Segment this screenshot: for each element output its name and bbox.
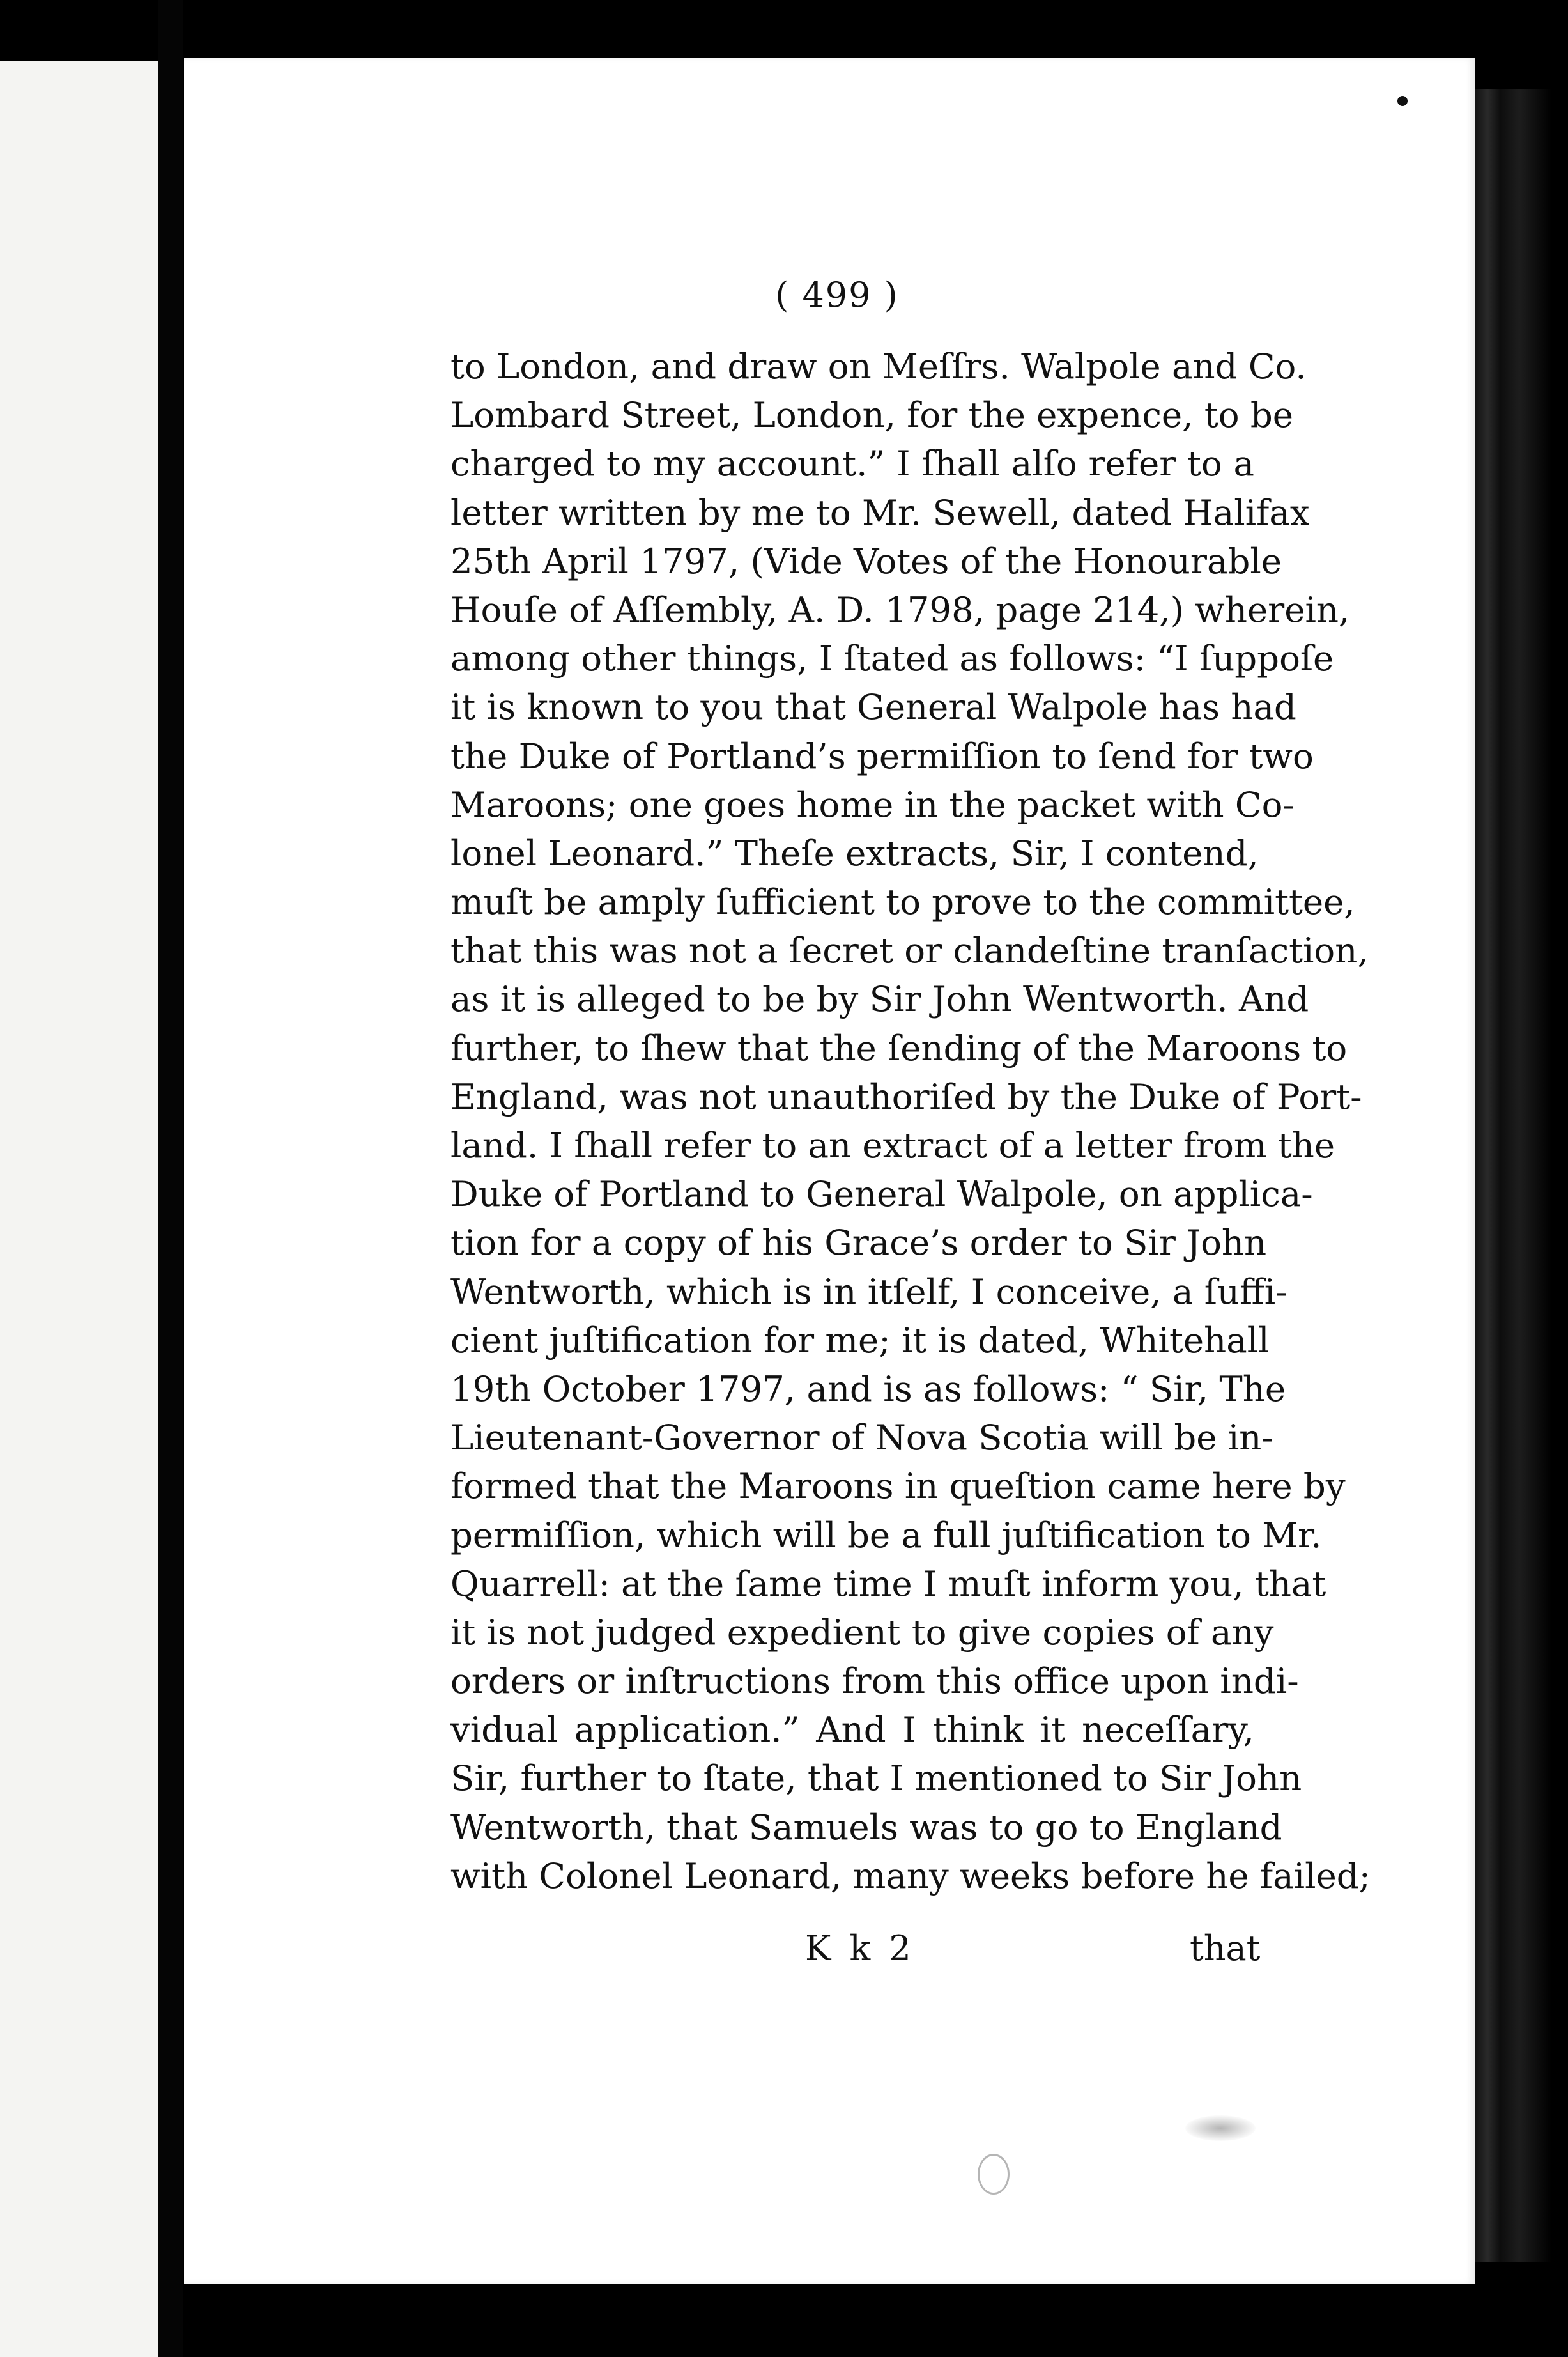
- text-line: Wentworth, that Samuels was to go to England: [450, 1806, 1282, 1848]
- page-stack-edge: [1475, 89, 1551, 2262]
- text-line: as it is alleged to be by Sir John Wentworth. And: [450, 978, 1309, 1020]
- text-line: Houſe of Aſſembly, A. D. 1798, page 214,) wherein,: [450, 589, 1350, 630]
- text-line: that this was not a ſecret or clandeſtine tranſaction,: [450, 930, 1369, 971]
- text-line: orders or inſtructions from this office upon indi-: [450, 1660, 1299, 1702]
- text-line: with Colonel Leonard, many weeks before he failed;: [450, 1855, 1371, 1896]
- text-line: 19th October 1797, and is as follows: “ Sir, The: [450, 1368, 1286, 1409]
- text-line: the Duke of Portland’s permiſſion to ſend for two: [450, 735, 1314, 777]
- text-line: formed that the Maroons in queſtion came here by: [450, 1465, 1346, 1507]
- text-line: further, to ſhew that the ſending of the Maroons to: [450, 1027, 1348, 1069]
- text-line: 25th April 1797, (Vide Votes of the Honourable: [450, 540, 1282, 582]
- ink-speck: [1397, 96, 1408, 106]
- body-text: [450, 342, 1371, 1900]
- signature-mark: K k 2: [805, 1928, 915, 1968]
- text-line: muſt be amply ſufficient to prove to the committee,: [450, 881, 1355, 923]
- text-line: letter written by me to Mr. Sewell, dated Halifax: [450, 491, 1310, 533]
- book-gutter: [158, 0, 183, 2357]
- catchword: that: [1190, 1928, 1261, 1968]
- text-line: among other things, I ſtated as follows: “I ſuppoſe: [450, 638, 1334, 679]
- text-line: vidual application.” And I think it neceſſary,: [450, 1709, 1254, 1750]
- ink-smudge: [1185, 2115, 1256, 2141]
- paper-stain: [978, 2154, 1010, 2195]
- text-line: permiſſion, which will be a full juſtification to Mr.: [450, 1514, 1322, 1556]
- text-line: Sir, further to ſtate, that I mentioned to Sir John: [450, 1758, 1302, 1799]
- text-line: Quarrell: at the ſame time I muſt inform you, that: [450, 1563, 1326, 1604]
- text-line: it is not judged expedient to give copies of any: [450, 1611, 1274, 1653]
- text-line: it is known to you that General Walpole has had: [450, 686, 1296, 728]
- text-line: Maroons; one goes home in the packet with Co-: [450, 784, 1295, 825]
- text-line: cient juſtification for me; it is dated, Whitehall: [450, 1319, 1270, 1361]
- text-line: Lombard Street, London, for the expence, to be: [450, 394, 1293, 436]
- text-line: to London, and draw on Meſſrs. Walpole and Co.: [450, 346, 1307, 387]
- text-line: tion for a copy of his Grace’s order to Sir John: [450, 1222, 1267, 1264]
- text-line: land. I ſhall refer to an extract of a letter from the: [450, 1125, 1335, 1166]
- page-number: ( 499 ): [775, 275, 899, 315]
- text-line: Wentworth, which is in itſelf, I conceive, a ſuffi-: [450, 1271, 1287, 1312]
- text-line: Lieutenant-Governor of Nova Scotia will be in-: [450, 1417, 1273, 1458]
- text-line: lonel Leonard.” Theſe extracts, Sir, I contend,: [450, 832, 1259, 874]
- text-line: England, was not unauthoriſed by the Duke of Port-: [450, 1076, 1362, 1117]
- facing-page-edge: [0, 61, 158, 2357]
- text-line: Duke of Portland to General Walpole, on applica-: [450, 1173, 1313, 1215]
- text-line: charged to my account.” I ſhall alſo refer to a: [450, 443, 1254, 484]
